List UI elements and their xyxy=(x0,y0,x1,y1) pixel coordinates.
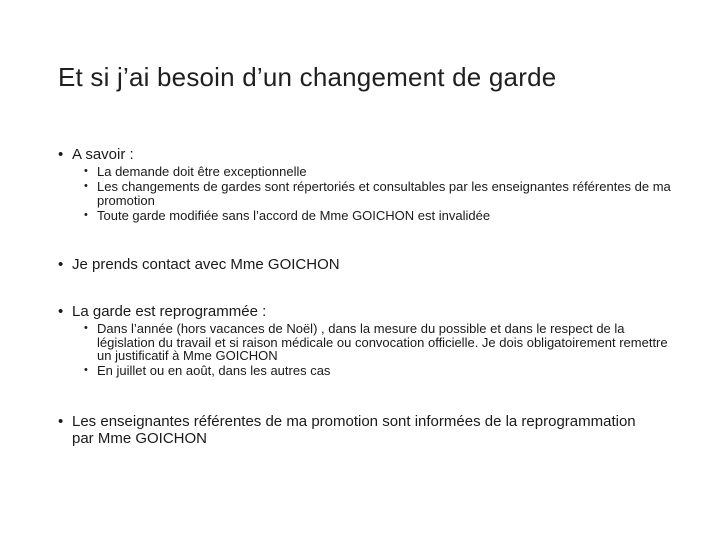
sublist-reprogrammee xyxy=(84,322,684,379)
bullet-dot-icon: • xyxy=(58,256,64,273)
bullet-dot-icon: • xyxy=(84,180,88,192)
list-item-text: La demande doit être exceptionnelle xyxy=(97,164,307,179)
list-item-text: Toute garde modifiée sans l’accord de Mme GOICHON est invalidée xyxy=(97,207,491,223)
list-item xyxy=(84,180,684,207)
slide-title: Et si j’ai besoin d’un changement de garde xyxy=(58,62,557,92)
bullet-text: Je prends contact avec Mme GOICHON xyxy=(72,256,340,273)
bullet-dot-icon: • xyxy=(84,165,88,177)
bullet-dot-icon: • xyxy=(58,303,64,320)
bullet-dot-icon: • xyxy=(84,364,88,376)
bullet-dot-icon: • xyxy=(84,322,88,334)
list-item xyxy=(84,364,684,378)
list-item-text: Dans l’année (hors vacances de Noël) , dans la mesure du possible et dans le respect de la législation du travail et si raison médicale ou convocation officielle. Je dois obligatoirement remettre un justificatif à Mme GOICHON xyxy=(97,321,668,363)
bullet-text: A savoir : xyxy=(72,146,134,163)
list-item xyxy=(84,209,684,223)
bullet-informees xyxy=(58,413,652,447)
bullet-text: Les enseignantes référentes de ma promotion sont informées de la reprogrammation par Mme GOICHON xyxy=(72,413,636,447)
bullet-dot-icon: • xyxy=(58,146,64,163)
list-item xyxy=(84,165,684,179)
bullet-contact xyxy=(58,256,652,273)
list-item-text: En juillet ou en août, dans les autres cas xyxy=(97,363,331,378)
list-item xyxy=(84,322,684,363)
bullet-a-savoir xyxy=(58,146,652,163)
sublist-a-savoir xyxy=(84,165,684,224)
bullet-text: La garde est reprogrammée : xyxy=(72,303,267,320)
list-item-text: Les changements de gardes sont répertoriés et consultables par les enseignantes référentes de ma promotion xyxy=(97,179,671,208)
bullet-dot-icon: • xyxy=(84,208,88,221)
bullet-reprogrammee xyxy=(58,303,652,320)
bullet-dot-icon: • xyxy=(58,413,64,430)
